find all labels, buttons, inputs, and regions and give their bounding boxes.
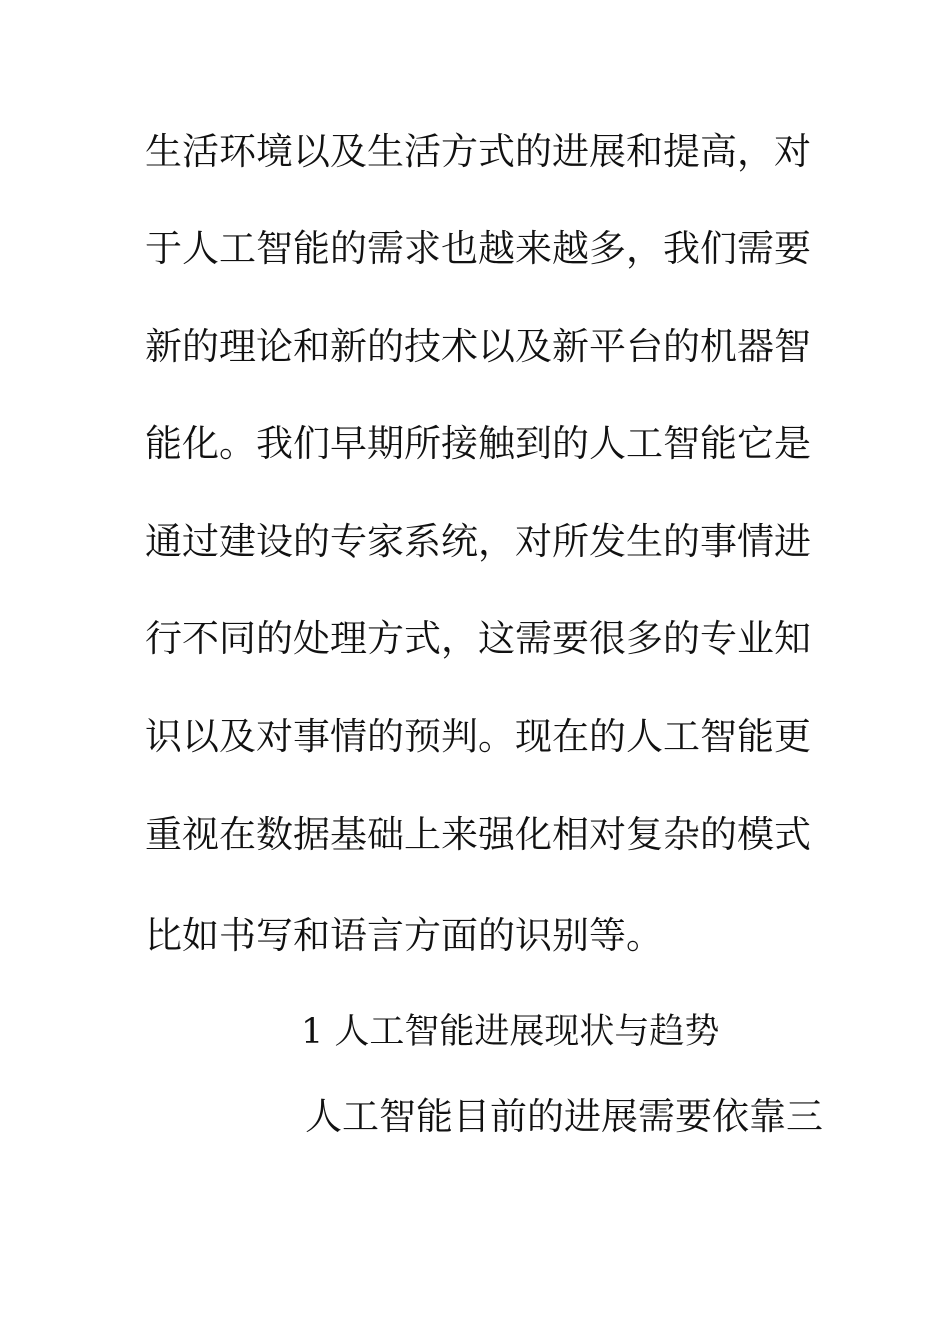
body-text-line-3: 新的理论和新的技术以及新平台的机器智 bbox=[145, 325, 811, 368]
body-text-line-1: 生活环境以及生活方式的进展和提高，对 bbox=[145, 130, 811, 173]
body-text-line-2: 于人工智能的需求也越来越多，我们需要 bbox=[145, 227, 811, 270]
body-text-line-5: 通过建设的专家系统，对所发生的事情进 bbox=[145, 520, 811, 563]
paragraph-first-line: 人工智能目前的进展需要依靠三 bbox=[305, 1095, 823, 1138]
body-text-line-7: 识以及对事情的预判。现在的人工智能更 bbox=[145, 715, 811, 758]
body-text-line-8: 重视在数据基础上来强化相对复杂的模式 bbox=[145, 813, 811, 856]
body-text-line-4: 能化。我们早期所接触到的人工智能它是 bbox=[145, 422, 811, 465]
body-text-line-9: 比如书写和语言方面的识别等。 bbox=[145, 914, 663, 957]
body-text-line-6: 行不同的处理方式，这需要很多的专业知 bbox=[145, 617, 811, 660]
section-heading: 1 人工智能进展现状与趋势 bbox=[301, 1012, 720, 1052]
